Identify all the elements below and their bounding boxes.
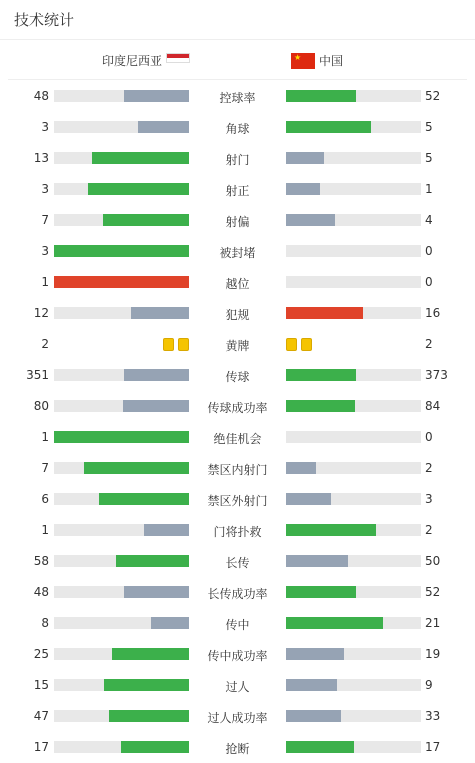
stat-label: 长传成功率 (207, 587, 268, 601)
stat-row (0, 236, 475, 267)
yellow-card-icon (178, 338, 189, 351)
away-bar (286, 555, 348, 567)
home-value: 6 (41, 492, 49, 506)
away-team (291, 52, 343, 69)
china-flag-icon (291, 53, 315, 69)
away-bar (286, 741, 354, 753)
home-value: 58 (33, 554, 49, 568)
stat-label: 长传 (225, 556, 250, 570)
stat-row (0, 670, 475, 701)
team-header (8, 40, 467, 80)
stat-label: 门将扑救 (213, 525, 262, 539)
away-bar-track (286, 586, 421, 598)
home-value: 48 (33, 585, 49, 599)
away-value: 2 (425, 461, 433, 475)
away-bar-track (286, 121, 421, 133)
away-team-name: 中国 (319, 54, 344, 68)
yellow-card-icon (301, 338, 312, 351)
away-bar (286, 121, 371, 133)
home-value: 3 (41, 182, 49, 196)
away-bar-track (286, 307, 421, 319)
home-value: 2 (41, 337, 49, 351)
away-value: 9 (425, 678, 433, 692)
home-value: 3 (41, 244, 49, 258)
away-yellow-cards (286, 338, 312, 351)
home-bar (112, 648, 189, 660)
stat-label: 抢断 (225, 742, 250, 756)
home-value: 48 (33, 89, 49, 103)
home-bar (54, 245, 189, 257)
home-bar (123, 400, 189, 412)
home-bar-track (54, 679, 189, 691)
home-bar (138, 121, 189, 133)
away-bar (286, 307, 363, 319)
away-value: 3 (425, 492, 433, 506)
away-bar (286, 586, 356, 598)
away-bar-track (286, 648, 421, 660)
away-bar-track (286, 152, 421, 164)
away-value: 5 (425, 151, 433, 165)
stat-label: 射门 (225, 153, 250, 167)
stat-row (0, 174, 475, 205)
home-bar-track (54, 586, 189, 598)
away-bar-track (286, 493, 421, 505)
stat-label: 越位 (225, 277, 250, 291)
home-bar-track (54, 741, 189, 753)
away-value: 52 (425, 89, 441, 103)
stat-label: 角球 (225, 122, 250, 136)
stat-row (0, 639, 475, 670)
yellow-card-icon (286, 338, 297, 351)
home-bar (124, 586, 189, 598)
away-bar (286, 152, 324, 164)
stat-row (0, 267, 475, 298)
stat-row (0, 577, 475, 608)
home-bar-track (54, 462, 189, 474)
away-bar (286, 462, 316, 474)
away-bar-track (286, 400, 421, 412)
away-bar-track (286, 369, 421, 381)
away-bar (286, 493, 331, 505)
home-bar (116, 555, 189, 567)
away-bar-track (286, 710, 421, 722)
away-value: 52 (425, 585, 441, 599)
stat-row (0, 546, 475, 577)
home-bar-track (54, 400, 189, 412)
home-bar (103, 214, 189, 226)
home-bar (109, 710, 189, 722)
home-value: 80 (33, 399, 49, 413)
stat-label: 禁区内射门 (207, 463, 268, 477)
away-bar (286, 617, 383, 629)
away-value: 19 (425, 647, 441, 661)
away-value: 16 (425, 306, 441, 320)
home-value: 1 (41, 275, 49, 289)
stat-label: 传中成功率 (207, 649, 268, 663)
away-value: 5 (425, 120, 433, 134)
home-value: 13 (33, 151, 49, 165)
home-bar (124, 369, 189, 381)
away-value: 4 (425, 213, 433, 227)
away-value: 50 (425, 554, 441, 568)
stat-row (0, 484, 475, 515)
away-bar-track (286, 741, 421, 753)
away-value: 2 (425, 523, 433, 537)
stat-label: 黄牌 (225, 339, 250, 353)
home-bar-track (54, 369, 189, 381)
away-bar-track (286, 617, 421, 629)
away-bar (286, 400, 355, 412)
home-bar-track (54, 493, 189, 505)
home-value: 8 (41, 616, 49, 630)
home-bar-track (54, 524, 189, 536)
home-team (102, 52, 190, 69)
stat-row (0, 608, 475, 639)
away-bar-track (286, 245, 421, 257)
home-bar-track (54, 307, 189, 319)
home-team-name: 印度尼西亚 (102, 54, 163, 68)
home-bar (99, 493, 189, 505)
home-bar (151, 617, 189, 629)
away-bar (286, 524, 376, 536)
home-bar (54, 431, 189, 443)
away-bar-track (286, 462, 421, 474)
home-value: 1 (41, 430, 49, 444)
stat-label: 传球成功率 (207, 401, 268, 415)
stat-label: 绝佳机会 (213, 432, 262, 446)
away-value: 373 (425, 368, 448, 382)
home-bar (104, 679, 189, 691)
away-bar (286, 183, 320, 195)
away-bar-track (286, 214, 421, 226)
stat-row (0, 732, 475, 763)
stat-row (0, 298, 475, 329)
home-value: 15 (33, 678, 49, 692)
home-bar (88, 183, 189, 195)
home-bar-track (54, 121, 189, 133)
away-bar (286, 214, 335, 226)
home-bar (84, 462, 189, 474)
stat-row (0, 360, 475, 391)
stat-row (0, 701, 475, 732)
away-value: 0 (425, 430, 433, 444)
away-bar (286, 90, 356, 102)
home-value: 351 (26, 368, 49, 382)
stat-row (0, 81, 475, 112)
home-bar (144, 524, 189, 536)
stat-label: 过人成功率 (207, 711, 268, 725)
stat-row (0, 391, 475, 422)
stat-label: 传中 (225, 618, 250, 632)
away-bar-track (286, 555, 421, 567)
home-bar-track (54, 431, 189, 443)
home-bar-track (54, 214, 189, 226)
home-bar-track (54, 152, 189, 164)
stat-label: 射正 (225, 184, 250, 198)
away-value: 17 (425, 740, 441, 754)
stat-row (0, 205, 475, 236)
away-bar (286, 369, 356, 381)
away-bar (286, 648, 344, 660)
away-bar (286, 710, 341, 722)
away-bar-track (286, 276, 421, 288)
away-value: 84 (425, 399, 441, 413)
stat-label: 过人 (225, 680, 250, 694)
stat-label: 控球率 (219, 91, 256, 105)
away-bar (286, 679, 337, 691)
away-bar-track (286, 90, 421, 102)
away-value: 0 (425, 244, 433, 258)
home-bar-track (54, 90, 189, 102)
away-value: 0 (425, 275, 433, 289)
stat-label: 射偏 (225, 215, 250, 229)
away-bar-track (286, 431, 421, 443)
stat-row (0, 143, 475, 174)
stat-row (0, 329, 475, 360)
home-value: 47 (33, 709, 49, 723)
home-value: 17 (33, 740, 49, 754)
away-bar-track (286, 679, 421, 691)
home-value: 7 (41, 213, 49, 227)
away-value: 33 (425, 709, 441, 723)
home-bar-track (54, 555, 189, 567)
home-bar (131, 307, 189, 319)
home-bar-track (54, 276, 189, 288)
home-value: 25 (33, 647, 49, 661)
stat-label: 被封堵 (219, 246, 256, 260)
home-value: 1 (41, 523, 49, 537)
home-bar (92, 152, 189, 164)
home-bar-track (54, 648, 189, 660)
yellow-card-icon (163, 338, 174, 351)
home-value: 7 (41, 461, 49, 475)
stat-row (0, 112, 475, 143)
home-bar-track (54, 710, 189, 722)
home-bar-track (54, 183, 189, 195)
away-value: 2 (425, 337, 433, 351)
home-bar (124, 90, 189, 102)
home-value: 12 (33, 306, 49, 320)
page-title: 技术统计 (0, 0, 475, 40)
home-bar (54, 276, 189, 288)
away-bar-track (286, 524, 421, 536)
away-value: 21 (425, 616, 441, 630)
home-bar-track (54, 617, 189, 629)
stat-label: 禁区外射门 (207, 494, 268, 508)
home-value: 3 (41, 120, 49, 134)
away-value: 1 (425, 182, 433, 196)
home-bar-track (54, 245, 189, 257)
home-bar (121, 741, 189, 753)
stat-label: 传球 (225, 370, 250, 384)
stat-label: 犯规 (225, 308, 250, 322)
home-yellow-cards (163, 338, 189, 351)
stat-row (0, 422, 475, 453)
stat-row (0, 515, 475, 546)
stat-row (0, 453, 475, 484)
away-bar-track (286, 183, 421, 195)
indonesia-flag-icon (166, 53, 190, 63)
